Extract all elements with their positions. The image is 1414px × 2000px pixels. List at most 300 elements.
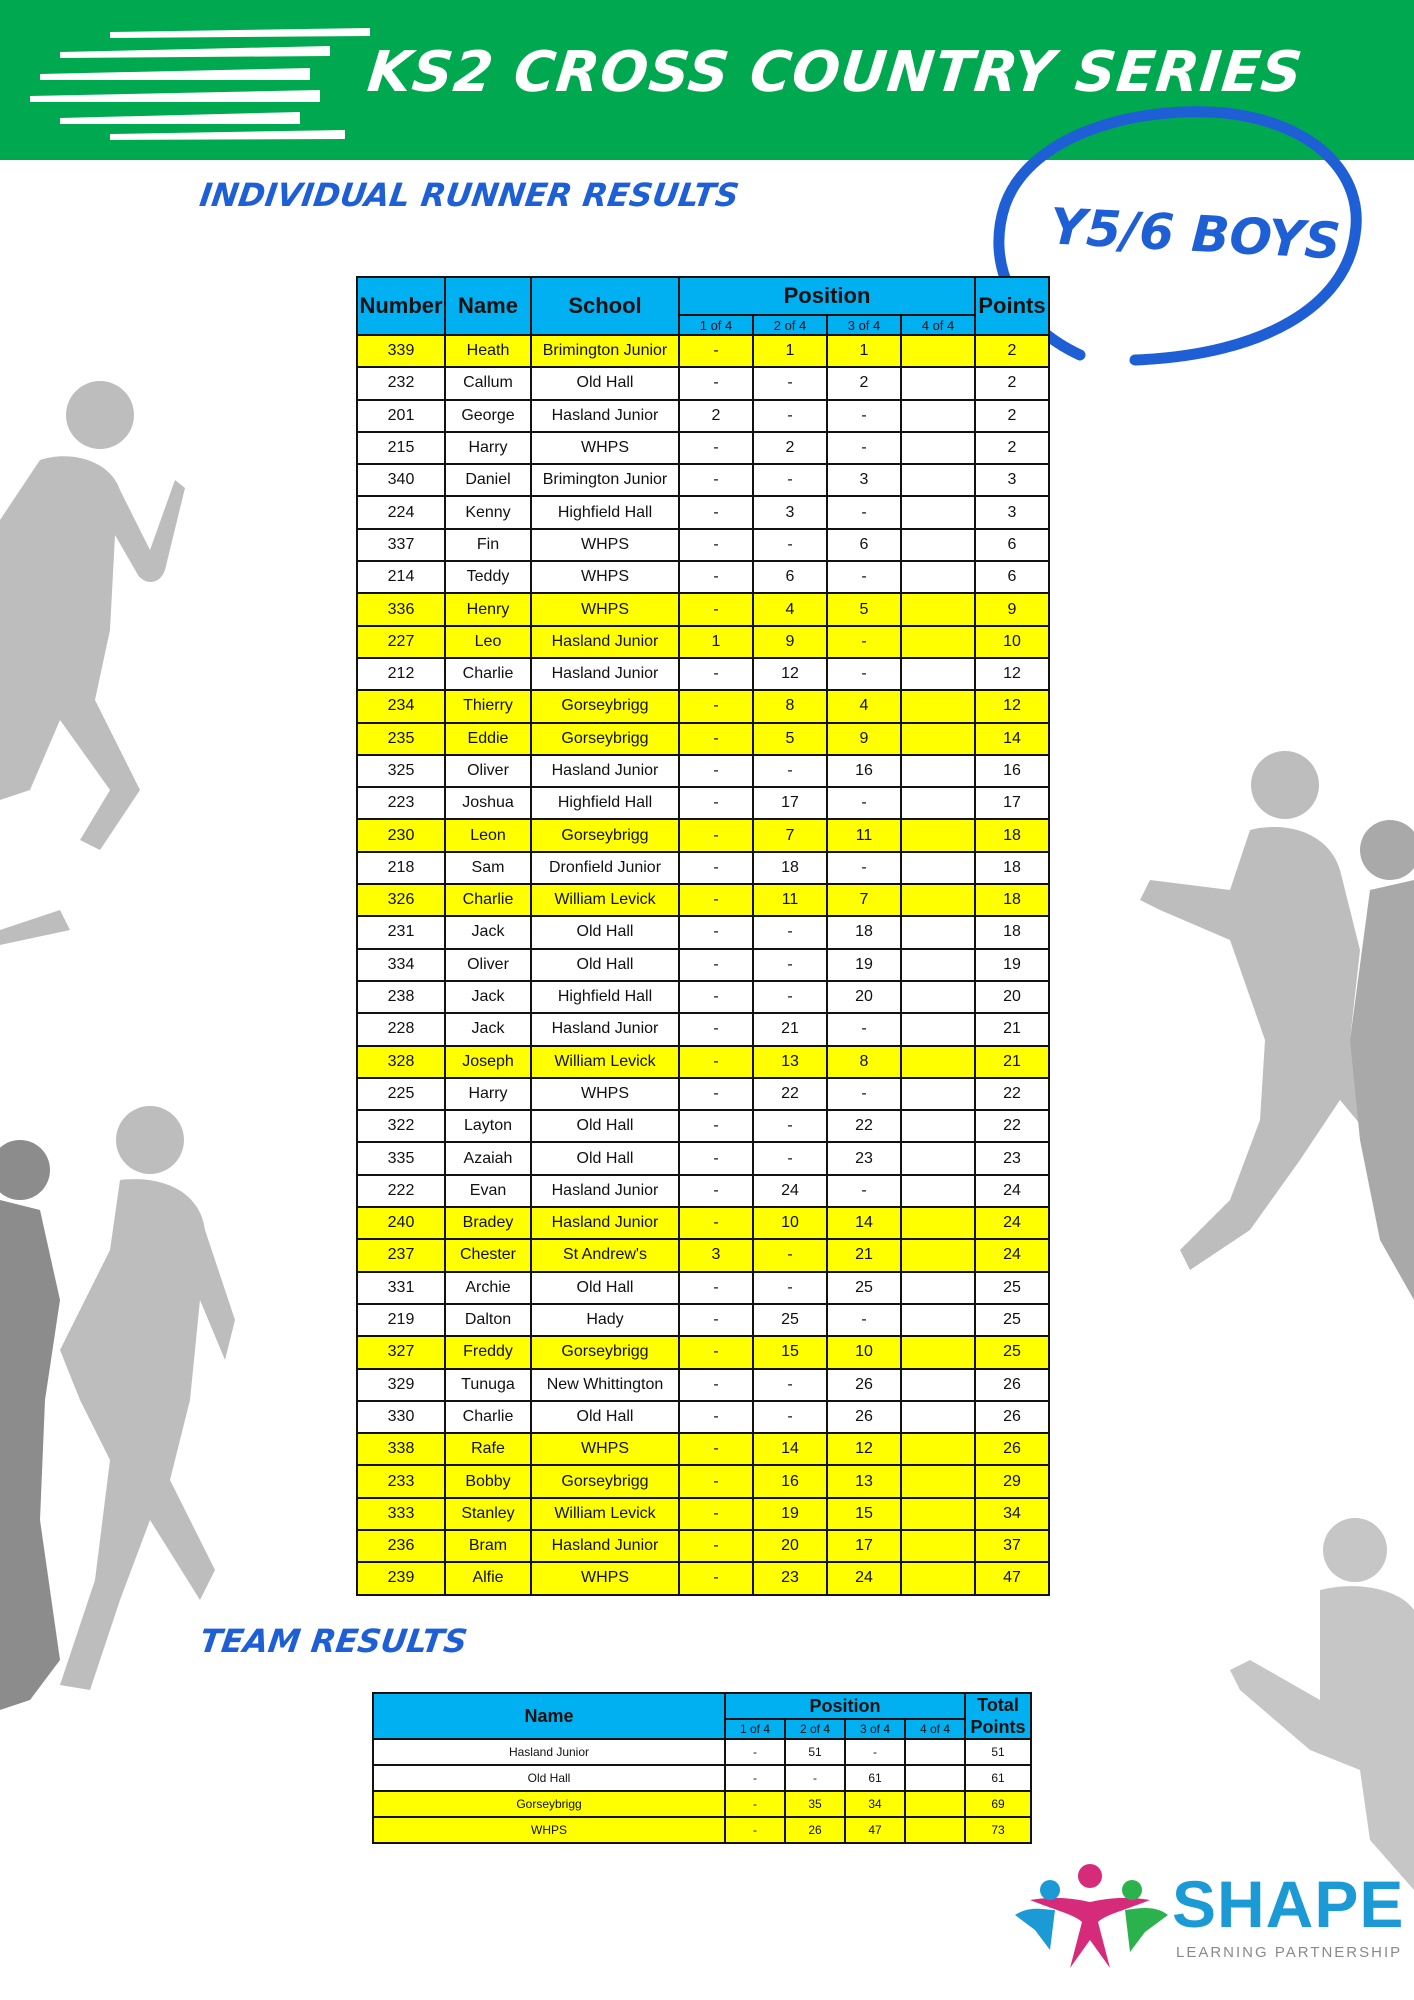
runner-r2-cell: 12 [753, 658, 827, 690]
runner-points-cell: 2 [975, 367, 1049, 399]
runner-row [357, 626, 1049, 658]
runner-name-cell: Harry [445, 1078, 531, 1110]
runner-r1-cell: - [679, 658, 753, 690]
runner-number-cell: 201 [357, 400, 445, 432]
shape-people-logo-icon [1010, 1860, 1170, 1970]
runner-row [357, 884, 1049, 916]
runner-r2-cell: - [753, 949, 827, 981]
runner-points-cell: 24 [975, 1207, 1049, 1239]
runner-row [357, 658, 1049, 690]
runner-school-cell: Old Hall [531, 367, 679, 399]
header-race-3: 3 of 4 [827, 315, 901, 335]
runner-name-cell: Bobby [445, 1465, 531, 1497]
team-r2-cell: 26 [785, 1817, 845, 1843]
runner-school-cell: Gorseybrigg [531, 1465, 679, 1497]
runner-number-cell: 328 [357, 1046, 445, 1078]
banner-title: KS2 CROSS COUNTRY SERIES [364, 40, 1306, 105]
runner-r1-cell: - [679, 496, 753, 528]
runner-r3-cell: - [827, 1175, 901, 1207]
runner-r3-cell: 26 [827, 1369, 901, 1401]
runner-r1-cell: - [679, 1078, 753, 1110]
runner-number-cell: 334 [357, 949, 445, 981]
individual-results-table [356, 276, 1050, 1596]
runner-points-cell: 3 [975, 464, 1049, 496]
runner-name-cell: Chester [445, 1239, 531, 1271]
runner-r2-cell: 2 [753, 432, 827, 464]
runner-number-cell: 333 [357, 1498, 445, 1530]
runner-name-cell: Daniel [445, 464, 531, 496]
runner-r3-cell: 8 [827, 1046, 901, 1078]
runner-name-cell: Joseph [445, 1046, 531, 1078]
runner-r4-cell [901, 852, 975, 884]
runner-points-cell: 10 [975, 626, 1049, 658]
runner-name-cell: Stanley [445, 1498, 531, 1530]
runner-school-cell: WHPS [531, 1562, 679, 1594]
runner-points-cell: 2 [975, 400, 1049, 432]
runner-r1-cell: - [679, 1369, 753, 1401]
runner-r4-cell [901, 981, 975, 1013]
header-race-4: 4 of 4 [901, 315, 975, 335]
runner-school-cell: Hasland Junior [531, 755, 679, 787]
runner-points-cell: 6 [975, 529, 1049, 561]
runner-r4-cell [901, 529, 975, 561]
runner-school-cell: Hasland Junior [531, 626, 679, 658]
runner-number-cell: 230 [357, 819, 445, 851]
runner-name-cell: Layton [445, 1110, 531, 1142]
runner-points-cell: 24 [975, 1239, 1049, 1271]
runner-number-cell: 212 [357, 658, 445, 690]
runner-school-cell: Old Hall [531, 1142, 679, 1174]
runner-name-cell: Eddie [445, 723, 531, 755]
runner-r1-cell: 3 [679, 1239, 753, 1271]
runner-school-cell: New Whittington [531, 1369, 679, 1401]
runner-school-cell: Gorseybrigg [531, 723, 679, 755]
runner-name-cell: Oliver [445, 949, 531, 981]
runner-r1-cell: - [679, 1304, 753, 1336]
runner-r1-cell: - [679, 723, 753, 755]
runner-r1-cell: - [679, 884, 753, 916]
runner-r1-cell: - [679, 1498, 753, 1530]
runner-name-cell: Jack [445, 916, 531, 948]
runner-r3-cell: - [827, 432, 901, 464]
runner-r4-cell [901, 1465, 975, 1497]
runner-name-cell: Leo [445, 626, 531, 658]
runner-r1-cell: - [679, 755, 753, 787]
runner-number-cell: 228 [357, 1013, 445, 1045]
runner-r2-cell: 15 [753, 1336, 827, 1368]
runner-name-cell: Harry [445, 432, 531, 464]
runner-r4-cell [901, 690, 975, 722]
runner-row [357, 1304, 1049, 1336]
runner-row [357, 1142, 1049, 1174]
team-row [373, 1739, 1031, 1765]
runner-row [357, 432, 1049, 464]
runner-school-cell: Old Hall [531, 949, 679, 981]
runner-r3-cell: 14 [827, 1207, 901, 1239]
runner-name-cell: Alfie [445, 1562, 531, 1594]
runner-row [357, 1433, 1049, 1465]
runner-school-cell: William Levick [531, 1498, 679, 1530]
runner-r1-cell: - [679, 1046, 753, 1078]
runner-school-cell: Dronfield Junior [531, 852, 679, 884]
runner-number-cell: 234 [357, 690, 445, 722]
runner-r4-cell [901, 787, 975, 819]
runner-row [357, 1207, 1049, 1239]
runner-r2-cell: 22 [753, 1078, 827, 1110]
runner-points-cell: 18 [975, 884, 1049, 916]
runner-school-cell: Hasland Junior [531, 1175, 679, 1207]
runner-name-cell: George [445, 400, 531, 432]
runner-r1-cell: - [679, 432, 753, 464]
team-results-table [372, 1692, 1032, 1844]
runner-points-cell: 25 [975, 1336, 1049, 1368]
team-header-name: Name [373, 1693, 725, 1739]
header-name: Name [445, 277, 531, 335]
team-header-race-4: 4 of 4 [905, 1719, 965, 1739]
runner-r3-cell: - [827, 561, 901, 593]
runner-name-cell: Evan [445, 1175, 531, 1207]
runner-r2-cell: 14 [753, 1433, 827, 1465]
runner-number-cell: 224 [357, 496, 445, 528]
runner-row [357, 561, 1049, 593]
runner-r1-cell: - [679, 1562, 753, 1594]
runner-r2-cell: 21 [753, 1013, 827, 1045]
runner-points-cell: 26 [975, 1433, 1049, 1465]
runner-number-cell: 330 [357, 1401, 445, 1433]
runner-r4-cell [901, 1239, 975, 1271]
runner-school-cell: Hasland Junior [531, 658, 679, 690]
team-total-cell: 61 [965, 1765, 1031, 1791]
runner-r4-cell [901, 1369, 975, 1401]
runner-r2-cell: - [753, 1110, 827, 1142]
team-total-cell: 73 [965, 1817, 1031, 1843]
runner-points-cell: 17 [975, 787, 1049, 819]
runner-r1-cell: - [679, 1175, 753, 1207]
runner-points-cell: 12 [975, 690, 1049, 722]
runner-name-cell: Heath [445, 335, 531, 367]
runner-points-cell: 20 [975, 981, 1049, 1013]
team-header-race-1: 1 of 4 [725, 1719, 785, 1739]
runner-r3-cell: - [827, 496, 901, 528]
runner-r4-cell [901, 1336, 975, 1368]
runner-school-cell: WHPS [531, 1433, 679, 1465]
team-name-cell: Gorseybrigg [373, 1791, 725, 1817]
runner-r4-cell [901, 400, 975, 432]
runner-school-cell: Highfield Hall [531, 787, 679, 819]
runner-row [357, 949, 1049, 981]
runner-number-cell: 215 [357, 432, 445, 464]
runner-row [357, 690, 1049, 722]
runner-name-cell: Fin [445, 529, 531, 561]
team-total-cell: 69 [965, 1791, 1031, 1817]
team-r4-cell [905, 1817, 965, 1843]
runner-number-cell: 237 [357, 1239, 445, 1271]
runner-r4-cell [901, 819, 975, 851]
runner-name-cell: Bradey [445, 1207, 531, 1239]
runner-school-cell: Hady [531, 1304, 679, 1336]
runner-r1-cell: - [679, 1465, 753, 1497]
runner-r3-cell: 7 [827, 884, 901, 916]
runner-school-cell: Brimington Junior [531, 464, 679, 496]
header-position: Position [679, 277, 975, 315]
runner-r3-cell: 12 [827, 1433, 901, 1465]
runner-r2-cell: 6 [753, 561, 827, 593]
runner-number-cell: 331 [357, 1272, 445, 1304]
runner-number-cell: 223 [357, 787, 445, 819]
team-r3-cell: 34 [845, 1791, 905, 1817]
runner-number-cell: 339 [357, 335, 445, 367]
runner-name-cell: Jack [445, 981, 531, 1013]
runner-school-cell: Old Hall [531, 1272, 679, 1304]
runner-r2-cell: - [753, 400, 827, 432]
runner-r4-cell [901, 1142, 975, 1174]
runner-r4-cell [901, 626, 975, 658]
runner-points-cell: 25 [975, 1304, 1049, 1336]
runner-number-cell: 225 [357, 1078, 445, 1110]
runner-name-cell: Jack [445, 1013, 531, 1045]
runner-r2-cell: - [753, 529, 827, 561]
team-name-cell: Hasland Junior [373, 1739, 725, 1765]
runner-r4-cell [901, 1046, 975, 1078]
runner-row [357, 1239, 1049, 1271]
runner-r4-cell [901, 1304, 975, 1336]
team-r2-cell: 51 [785, 1739, 845, 1765]
runner-name-cell: Joshua [445, 787, 531, 819]
runner-points-cell: 14 [975, 723, 1049, 755]
runner-row [357, 1046, 1049, 1078]
runner-r2-cell: - [753, 755, 827, 787]
runner-school-cell: WHPS [531, 561, 679, 593]
header-race-2: 2 of 4 [753, 315, 827, 335]
runner-row [357, 1498, 1049, 1530]
team-r1-cell: - [725, 1765, 785, 1791]
runner-r3-cell: 1 [827, 335, 901, 367]
runner-r3-cell: 9 [827, 723, 901, 755]
runner-r1-cell: - [679, 690, 753, 722]
runner-name-cell: Charlie [445, 884, 531, 916]
individual-results-title: INDIVIDUAL RUNNER RESULTS [197, 176, 742, 214]
team-header-position: Position [725, 1693, 965, 1719]
runner-r1-cell: - [679, 981, 753, 1013]
runner-r4-cell [901, 916, 975, 948]
runner-name-cell: Archie [445, 1272, 531, 1304]
runner-r3-cell: 18 [827, 916, 901, 948]
runner-r1-cell: - [679, 1433, 753, 1465]
runner-points-cell: 22 [975, 1078, 1049, 1110]
runner-points-cell: 19 [975, 949, 1049, 981]
runner-number-cell: 219 [357, 1304, 445, 1336]
runner-points-cell: 22 [975, 1110, 1049, 1142]
runner-r4-cell [901, 1562, 975, 1594]
team-r3-cell: 61 [845, 1765, 905, 1791]
runner-number-cell: 325 [357, 755, 445, 787]
runner-name-cell: Dalton [445, 1304, 531, 1336]
runner-school-cell: Hasland Junior [531, 1207, 679, 1239]
team-row [373, 1791, 1031, 1817]
runner-row [357, 1465, 1049, 1497]
runner-school-cell: Highfield Hall [531, 496, 679, 528]
runner-r4-cell [901, 1207, 975, 1239]
runner-r4-cell [901, 1110, 975, 1142]
runner-number-cell: 322 [357, 1110, 445, 1142]
runner-school-cell: Hasland Junior [531, 1530, 679, 1562]
runner-school-cell: WHPS [531, 1078, 679, 1110]
runner-points-cell: 21 [975, 1046, 1049, 1078]
runner-number-cell: 335 [357, 1142, 445, 1174]
runner-r1-cell: - [679, 949, 753, 981]
runner-points-cell: 24 [975, 1175, 1049, 1207]
runner-r1-cell: - [679, 819, 753, 851]
runner-r3-cell: 10 [827, 1336, 901, 1368]
runner-r3-cell: 25 [827, 1272, 901, 1304]
runner-r2-cell: 11 [753, 884, 827, 916]
team-r4-cell [905, 1739, 965, 1765]
runner-number-cell: 340 [357, 464, 445, 496]
runner-r3-cell: 22 [827, 1110, 901, 1142]
team-r1-cell: - [725, 1817, 785, 1843]
team-results-body [373, 1739, 1031, 1843]
runner-number-cell: 240 [357, 1207, 445, 1239]
runner-name-cell: Leon [445, 819, 531, 851]
runner-points-cell: 3 [975, 496, 1049, 528]
runner-r3-cell: - [827, 400, 901, 432]
runner-r3-cell: 24 [827, 1562, 901, 1594]
runner-school-cell: William Levick [531, 1046, 679, 1078]
runner-school-cell: Hasland Junior [531, 400, 679, 432]
runner-number-cell: 329 [357, 1369, 445, 1401]
runner-r4-cell [901, 1272, 975, 1304]
runner-row [357, 529, 1049, 561]
runner-r4-cell [901, 464, 975, 496]
runner-row [357, 819, 1049, 851]
runner-name-cell: Sam [445, 852, 531, 884]
runner-r3-cell: 2 [827, 367, 901, 399]
logo-wordmark: SHAPE [1172, 1867, 1405, 1941]
runner-school-cell: Old Hall [531, 1401, 679, 1433]
runner-name-cell: Henry [445, 593, 531, 625]
runner-r2-cell: 10 [753, 1207, 827, 1239]
runner-points-cell: 6 [975, 561, 1049, 593]
runner-r4-cell [901, 1078, 975, 1110]
header-school: School [531, 277, 679, 335]
runner-number-cell: 232 [357, 367, 445, 399]
team-header-race-2: 2 of 4 [785, 1719, 845, 1739]
runner-row [357, 1175, 1049, 1207]
runner-r3-cell: 26 [827, 1401, 901, 1433]
runner-points-cell: 21 [975, 1013, 1049, 1045]
runner-number-cell: 235 [357, 723, 445, 755]
runner-number-cell: 214 [357, 561, 445, 593]
runner-r2-cell: 4 [753, 593, 827, 625]
runner-r4-cell [901, 1401, 975, 1433]
runner-r4-cell [901, 1175, 975, 1207]
header-number: Number [357, 277, 445, 335]
runner-r2-cell: - [753, 916, 827, 948]
runner-points-cell: 18 [975, 852, 1049, 884]
runner-r4-cell [901, 884, 975, 916]
runner-name-cell: Freddy [445, 1336, 531, 1368]
runner-number-cell: 222 [357, 1175, 445, 1207]
runner-silhouette-right-icon [1100, 740, 1414, 1300]
runner-school-cell: Old Hall [531, 1110, 679, 1142]
runner-row [357, 496, 1049, 528]
team-results-title: TEAM RESULTS [197, 1622, 470, 1660]
runner-school-cell: WHPS [531, 432, 679, 464]
runner-number-cell: 239 [357, 1562, 445, 1594]
runner-r2-cell: 8 [753, 690, 827, 722]
runner-r1-cell: - [679, 852, 753, 884]
runner-school-cell: WHPS [531, 529, 679, 561]
runner-row [357, 755, 1049, 787]
runner-points-cell: 25 [975, 1272, 1049, 1304]
team-r4-cell [905, 1791, 965, 1817]
runner-row [357, 981, 1049, 1013]
runner-row [357, 1369, 1049, 1401]
runner-number-cell: 231 [357, 916, 445, 948]
runner-r2-cell: 19 [753, 1498, 827, 1530]
runner-points-cell: 26 [975, 1401, 1049, 1433]
runner-r2-cell: - [753, 367, 827, 399]
runner-name-cell: Rafe [445, 1433, 531, 1465]
runner-r2-cell: - [753, 1369, 827, 1401]
runner-number-cell: 236 [357, 1530, 445, 1562]
runner-row [357, 367, 1049, 399]
runner-row [357, 400, 1049, 432]
runner-r4-cell [901, 367, 975, 399]
runner-r1-cell: - [679, 593, 753, 625]
runner-r3-cell: - [827, 626, 901, 658]
runner-row [357, 593, 1049, 625]
runner-r2-cell: 9 [753, 626, 827, 658]
runner-points-cell: 18 [975, 819, 1049, 851]
runner-school-cell: Gorseybrigg [531, 1336, 679, 1368]
runner-name-cell: Teddy [445, 561, 531, 593]
runner-r1-cell: 2 [679, 400, 753, 432]
runner-school-cell: St Andrew's [531, 1239, 679, 1271]
runner-r2-cell: - [753, 1272, 827, 1304]
runner-r4-cell [901, 432, 975, 464]
runner-number-cell: 233 [357, 1465, 445, 1497]
team-r2-cell: - [785, 1765, 845, 1791]
runner-r3-cell: 16 [827, 755, 901, 787]
runner-r4-cell [901, 593, 975, 625]
runner-r3-cell: 11 [827, 819, 901, 851]
runner-r3-cell: 3 [827, 464, 901, 496]
runner-number-cell: 338 [357, 1433, 445, 1465]
runner-school-cell: WHPS [531, 593, 679, 625]
runner-r3-cell: 4 [827, 690, 901, 722]
runner-r2-cell: 5 [753, 723, 827, 755]
runner-r4-cell [901, 1433, 975, 1465]
team-r1-cell: - [725, 1739, 785, 1765]
runner-silhouette-bottom-right-icon [1220, 1510, 1414, 1890]
runner-row [357, 1272, 1049, 1304]
runner-points-cell: 47 [975, 1562, 1049, 1594]
runner-number-cell: 326 [357, 884, 445, 916]
runner-r1-cell: - [679, 1336, 753, 1368]
runner-school-cell: William Levick [531, 884, 679, 916]
runner-points-cell: 26 [975, 1369, 1049, 1401]
runner-r1-cell: - [679, 529, 753, 561]
runner-name-cell: Callum [445, 367, 531, 399]
team-row [373, 1765, 1031, 1791]
runner-r1-cell: - [679, 916, 753, 948]
runner-row [357, 1110, 1049, 1142]
runner-row [357, 723, 1049, 755]
runner-points-cell: 37 [975, 1530, 1049, 1562]
runner-r3-cell: - [827, 1304, 901, 1336]
runner-number-cell: 238 [357, 981, 445, 1013]
